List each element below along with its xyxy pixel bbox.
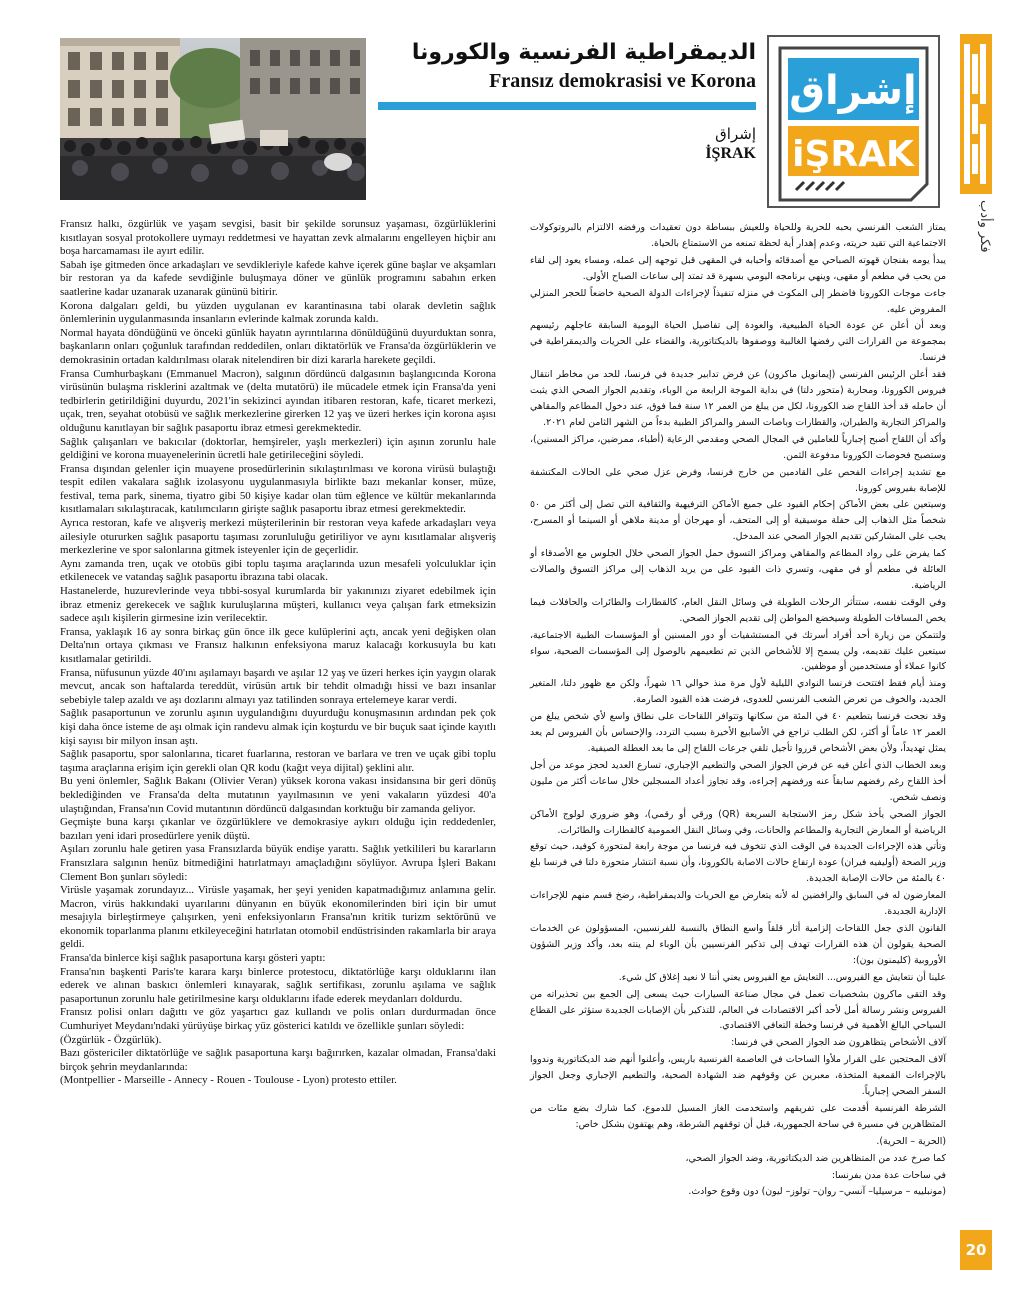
section-side-tab (960, 34, 992, 194)
article-body-turkish (60, 218, 496, 1278)
paragraph-tr: Sağlık çalışanları ve bakıcılar (doktorlar, hemşireler, yaşlı merkezleri) için aşının zorunlu hale geldiğini ve korona muayenelerinin ücretli hale getirileceğini söyledi. (60, 435, 496, 462)
paragraph-tr: Fransa, nüfusunun yüzde 40'ını aşılamayı başardı ve aşılar 12 yaş ve üzeri herkes için yaygın olarak mevcut, ancak son haftalarda tereddüt, virüsün artık bir tehdit olmadığı hissi ve bazı insanlar sebebiyle talep azaldı ve aşı dozlarını almayı yaz tatilinden sonraya ertelemeye karar verdi. (60, 666, 496, 706)
paragraph-ar: آلاف المحتجين على القرار ملأوا الساحات في العاصمة الفرنسية باريس، وأعلنوا أنهم ضد الديكتاتورية وندووا بالإجراءات القمعية المتخذة، معبرين عن وقوفهم ضد الشهادة الصحية، والتطعيم الإجباري وجعل الجواز السفر الصحي إجبارياً. (530, 1054, 946, 1098)
paragraph-ar: كما صرخ عدد من المتظاهرين ضد الديكتاتورية، وضد الجواز الصحي، (685, 1152, 946, 1164)
paragraph-tr: Ayrıca restoran, kafe ve alışveriş merkezi müşterilerinin bir restoran veya kafede arkadaşları veya ailesiyle otururken sağlık pasaportu taşıması zorunluluğu getiriliyor ve aynı kısıtlamalar alışveriş merkezlerine ve spor salonlarına gitmek isteyenler için de geçerlidir. (60, 517, 496, 557)
protest-photo (60, 38, 366, 200)
paragraph-ar: (الحرية – الحرية). (876, 1135, 946, 1147)
paragraph-tr: Fransız halkı, özgürlük ve yaşam sevgisi, basit bir şekilde sorunsuz yaşaması, özgürlüklerini kısıtlayan sosyal protokollere uymayı reddetmesi ve hayattan zevk almalarını engelleyen hiçbir anı boşa harcamaması ile ayırt edilir. (60, 218, 496, 258)
logo-arabic-text: إشراق (789, 68, 917, 114)
paragraph-tr: Sağlık pasaportunun ve zorunlu aşının uygulandığını duyurduğu konuşmasının ardından pek çok kişi daha önce isteme de aşı olmak için randevu almak için koşturdu ve bir buçuk saat içinde kayıtlı kişi sayısı bir milyon insan aştı. (60, 707, 496, 747)
paragraph-ar: فقد أعلن الرئيس الفرنسي (إيمانويل ماكرون) عن فرض تدابير جديدة في فرنسا، للحد من مخاطر انتقال فيروس الكورونا، ومحاربة (متحور دلتا) في بداية الموجة الرابعة من الوباء، وتقديم الجواز الصحي الذي يثبت أن حامله قد أخذ اللقاح ضد الكورونا، لكل من يبلغ من العمر ١٢ سنة فما فوق، عند دخول المطاعم والمقاهي والمراكز التجارية والطيران، والقطارات وباصات السفر والمراكز الطبية بدءاً من الشهر الثامن لعام ٢٠٢١. (530, 369, 946, 428)
paragraph-ar: وتأتي هذه الإجراءات الجديدة في الوقت الذي تتخوف فيه فرنسا من موجة رابعة لمتحورة كوفيد، حيث توقع وزير الصحة (أوليفيه فيران) عودة ارتفاع حالات الاصابة بالكورونا، وأن نسبة انتشار متحورة دلتا في فرنسا بلغ ٤٠ بالمئة من حالات الإصابة الجديدة. (530, 841, 946, 885)
paragraph-tr: (Özgürlük - Özgürlük). (60, 1033, 162, 1046)
paragraph-tr: Aynı zamanda tren, uçak ve otobüs gibi toplu taşıma araçlarında uzun mesafeli yolculuklar için etkilenecek ve vatandaş sağlık pasaportu ibrazına tabi olacak. (60, 557, 496, 584)
israk-logo (766, 34, 941, 209)
paragraph-ar: ومنذ أيام فقط افتتحت فرنسا النوادي الليلية لأول مرة منذ حوالي ١٦ شهراً، ولكن مع ظهور دلتا، المتغير الجديد، والخوف من تعرض الشعب الفرنسي للعدوى، فرضت هذه القيود الصارمة. (530, 678, 946, 706)
article-body-arabic (530, 220, 946, 1282)
paragraph-ar: وقد التقى ماكرون بشخصيات تعمل في مجال صناعة السيارات حيث يسعى إلى الجمع بين تحذيراته من الفيروس ونشر رسالة أمل لأحد أكبر الاقتصادات في العالم، للتذكير بأن الإصابات الجديدة ستؤثر على القطاع السياحي البالغ الأهمية في فرنسا وخطة التعافي الاقتصادي. (530, 988, 946, 1032)
paragraph-tr: Fransa dışından gelenler için muayene prosedürlerinin sıkılaştırılması ve korona virüsü bulaştığı tespit edilen vakalara sağlık izolasyonu uygulanmasıyla birlikte bazı mekanlar konser, müze, festival, tema park, sinema, tiyatro gibi 50 kişiye kadar olan tüm eğlence ve kültür mekanlarında kısıtlamaları sıkılaştıracak, katılımcıların girişte sağlık pasaportu ibraz etmesi gerekmektedir. (60, 462, 496, 516)
paragraph-ar: يبدأ يومه بفنجان قهوته الصباحي مع أصدقائه وأحبابه في المقهى قبل توجهه إلى عمله، ومساء يعود إلى لقاء من يحب في مطعم أو مقهى، وينهي برنامجه اليومي بسهرة قد تمتد إلى ساعات الصباح الأولى. (530, 254, 946, 282)
section-side-label-text: فكر وأدب (977, 200, 992, 253)
paragraph-tr: Fransız polisi onları dağıttı ve göz yaşartıcı gaz kullandı ve polis onları durdurmadan önce Cumhuriyet Meydanı'ndaki yürüyüşe birkaç yüz gösterici katıldı ve özellikle şunları söyledi: (60, 1006, 496, 1033)
paragraph-ar: المعارضون له في السابق والرافضين له لأنه يتعارض مع الحريات والديمقراطية، رضخ قسم منهم للإجراءات الإدارية الجديدة. (530, 890, 946, 918)
paragraph-ar: كما يفرض على رواد المطاعم والمقاهي ومراكز التسوق حمل الجواز الصحي خلال الجلوس مع الأصدقاء أو العائلة في مطعم أو في مقهى، وتسري ذات القيود على من يريد الذهاب إلى مراكز التسوق والصالات الرياضية. (530, 548, 946, 591)
paragraph-tr: Sabah işe gitmeden önce arkadaşları ve sevdikleriyle kafede kahve içerek güne başlar ve akşamları bir restoran ya da kafede sevdiğinle buluşmaya döner ve günlük programını sabahın erken saatlerine kadar uzanarak uzanarak gününü bitirir. (60, 258, 496, 298)
paragraph-ar: الجواز الصحي يأخذ شكل رمز الاستجابة السريعة (QR) ورقي أو رقمي)، وهو ضروري لولوج الأماكن الرياضية أو المعارض التجارية والمطاعم والحانات، وفي وسائل النقل العمومية كالقطارات والطائرات. (530, 808, 946, 836)
paragraph-tr: Virüsle yaşamak zorundayız... Virüsle yaşamak, her şeyi yeniden kapatmadığımız anlamına gelir. Macron, virüs hakkındaki uyarılarını dünyanın en büyük ekonomilerinden biri için bir umut mesajıyla birleştirmeye çalışırken, yeni enfeksiyonların Fransa'nın kritik turizm sektörünü ve ekonomik toparlanma planını etkileyeceğini hatırlatan otomobil endüstrisinden rakamlarla bir araya geldi. (60, 884, 496, 951)
paragraph-tr: Bazı göstericiler diktatörlüğe ve sağlık pasaportuna karşı bağırırken, kazalar olmadan, Fransa'daki birçok şehrin meydanlarında: (60, 1047, 496, 1073)
paragraph-tr: Fransa Cumhurbaşkanı (Emmanuel Macron), salgının dördüncü dalgasının başlangıcında Korona virüsünün bulaşma risklerini azaltmak ve (delta mutatörü) ile mücadele etmek için Fransa'da yeni tedbirlerin getirildiğini duyurdu, 2021'in sekizinci ayından itibaren restoran, kafe, ticaret merkezi, uçak, tren, seyahat otobüsü ve sağlık merkezlerine girerken 12 yaş ve üzeri herkes için korona aşısı olduğunu kanıtlayan bir sağlık pasaportu ibraz etmesi gerekmektedir. (60, 367, 496, 434)
paragraph-tr: Fransa, yaklaşık 16 ay sonra birkaç gün önce ilk gece kulüplerini açtı, ancak yeni değişken olan Delta'nın ortaya çıkması ve Fransız halkının enfeksiyona maruz kalacağı korkusuyla bu katı kısıtlamalar getirildi. (60, 625, 496, 665)
title-divider-bar (378, 102, 756, 110)
paragraph-ar: علينا أن نتعايش مع الفيروس... التعايش مع الفيروس يعني أننا لا نعيد إغلاق كل شيء. (618, 971, 946, 983)
paragraph-tr: Bu yeni önlemler, Sağlık Bakanı (Olivier Veran) yüksek korona vakası insidansına bir geri dönüş beklediğinden ve Fransa'da delta mutatının yayılmasının ve yeni vakaların yüzdesi 40'a ulaştığından, Fransa'nın Covid mutantının dördüncü dalgasından korktuğu bir zamanda geliyor. (60, 775, 496, 815)
paragraph-ar: وأكد أن اللقاح أصبح إجبارياً للعاملين في المجال الصحي ومقدمي الرعاية (أطباء، ممرضين، مراكز المسنين)، وستصبح فحوصات الكورونا مدفوعة الثمن. (530, 433, 946, 461)
paragraph-tr: Normal hayata döndüğünü ve önceki günlük hayatın ayrıntılarına dönüldüğünü duyurduktan sonra, başkanların onları çoğunluk tarafından reddedilen, onları diktatörlük ve Fransa'da özgürlüklerin ve demokrasinin ortadan kaldırılması olarak nitelendiren bir dizi kararla harekete geçildi. (60, 326, 496, 366)
paragraph-ar: وسيتعين على بعض الأماكن إحكام القيود على جميع الأماكن الترفيهية والثقافية التي تصل إلى أكثر من ٥٠ شخصاً مثل الذهاب إلى حفلة موسيقية أو إلى المتحف، أو مهرجان أو مدينة ملاهي أو السينما أو المسرح، يجب على المشاركين تقديم الجواز الصحي عند المدخل. (530, 499, 946, 543)
paragraph-tr: (Montpellier - Marseille - Annecy - Rouen - Toulouse - Lyon) protesto ettiler. (60, 1074, 397, 1087)
paragraph-tr: Geçmişte buna karşı çıkanlar ve özgürlüklere ve demokrasiye aykırı olduğu için reddedenler, bazıları yeni idari prosedürlere yenik düştü. (60, 816, 496, 842)
article-title-arabic: الديمقراطية الفرنسية والكورونا (411, 40, 756, 65)
paragraph-ar: الشرطة الفرنسية أقدمت على تفريقهم واستخدمت الغاز المسيل للدموع، كما شارك بضع مئات من المتظاهرين في مسيرة في ساحة الجمهورية، قبل أن توقفهم الشرطة، وهم يهتفون بشكل خاص: (530, 1102, 946, 1130)
paragraph-tr: Aşıları zorunlu hale getiren yasa Fransızlarda büyük endişe yarattı. Sağlık yetkilileri bu kararların Fransızlara salgının henüz bitmediğini hatırlatmayı amaçladığını söylüyor. Avrupa İşleri Bakanı Clement Bon şunları söyledi: (60, 843, 496, 883)
paragraph-ar: وبعد الخطاب الذي أعلن فيه عن فرض الجواز الصحي والتطعيم الإجباري، تسارع العديد لحجز موعد من أجل أخذ اللقاح رغم رفضهم سابقاً عنه ورفضهم إجراءه، وقد تجاوز أعداد المسجلين خلال ساعات أكثر من مليون ونصف شخص. (530, 759, 946, 803)
section-side-label (965, 196, 992, 291)
paragraph-ar: جاءت موجات الكورونا فاضطر إلى المكوث في منزله تنفيذاً لإجراءات الدولة الصحية خاضعاً للحجر المنزلي المفروض عليه. (530, 287, 946, 315)
logo-latin-text: iŞRAK (792, 134, 914, 175)
protest-scene-image (60, 38, 366, 200)
paragraph-ar: (مونبلييه – مرسيليا– آنسي– روان– تولوز– ليون) دون وقوع حوادث. (688, 1186, 946, 1198)
paragraph-tr: Fransa'da binlerce kişi sağlık pasaportuna karşı gösteri yaptı: (60, 952, 326, 965)
paragraph-ar: في ساحات عدة مدن بفرنسا: (831, 1169, 946, 1181)
paragraph-ar: وبعد أن أعلن عن عودة الحياة الطبيعية، والعودة إلى تفاصيل الحياة اليومية السابقة عاجلهم رئيسهم بمجموعة من القرارات التي رفضها الغالبية ووصفوها بالديكتاتورية، والقضاء على الحريات والديمقراطية في فرنسا. (530, 320, 946, 364)
paragraph-tr: Fransa'nın başkenti Paris'te karara karşı binlerce protestocu, diktatörlüğe karşı olduklarını ilan ederek ve alınan baskıcı önlemleri kınayarak, sağlık sertifikası, zorunlu aşılama ve sağlık pasaportunun zorunlu hale getirilmesine karşı olduklarını ifade ederek meydanları doldurdu. (60, 965, 496, 1005)
israk-logo-mark (766, 34, 941, 209)
paragraph-tr: Korona dalgaları geldi, bu yüzden uygulanan ev karantinasına tabi olarak devletin sağlık önlemlerinin uygulanmasında insanların evlerinde kalmak zorunda kaldı. (60, 299, 496, 326)
paragraph-ar: القانون الذي جعل اللقاحات إلزامية أثار قلقاً واسع النطاق بالنسبة للفرنسيين، المسؤولون عن الخدمات الصحية يقولون أن هذه القرارات تهدف إلى تذكير الفرنسيين بأن الوباء لم ينته بعد، وأكد وزير الشؤون الأوروبية (كليمنون بون): (530, 922, 946, 966)
paragraph-ar: مع تشديد إجراءات الفحص على القادمين من خارج فرنسا، وفرض عزل صحي على الحالات المكتشفة للإصابة بفيروس كورونا. (530, 466, 946, 494)
paragraph-tr: Sağlık pasaportu, spor salonlarına, ticaret fuarlarına, restoran ve barlara ve tren ve uçak gibi toplu taşıma araçlarına erişim için gerekli olan QR kodu (kağıt veya dijital) şeklini alır. (60, 748, 496, 774)
author-name-arabic: إشراق (715, 125, 756, 143)
paragraph-ar: آلاف الأشخاص يتظاهرون ضد الجواز الصحي في فرنسا: (731, 1037, 946, 1049)
article-header (378, 38, 756, 198)
paragraph-ar: وقد نجحت فرنسا بتطعيم ٤٠ في المئة من سكانها وتتوافر اللقاحات على نطاق واسع لأي شخص يبلغ من العمر ١٢ عاماً أو أكثر، لكن الطلب تراجع في الأسابيع الأخيرة بسبب التردد، والإحساس بأن الفيروس لم يعد يمثل تهديداً، ولأن بعض الأشخاص قرروا تأجيل تلقي جرعات اللقاح إلى ما بعد العطلة الصيفية. (530, 711, 947, 754)
article-title-turkish: Fransız demokrasisi ve Korona (489, 70, 756, 92)
paragraph-ar: يمتاز الشعب الفرنسي بحبه للحرية وللحياة وللعيش ببساطة دون تعقيدات ورفضه الالتزام بالبروتوكولات الاجتماعية التي تقيد حريته، وعدم إهدار أية لحظة تمنعه من الاستمتاع بالحياة. (530, 222, 946, 249)
paragraph-ar: ولتتمكن من زيارة أحد أفراد أسرتك في المستشفيات أو دور المسنين أو المؤسسات الطبية الاجتماعية، سيتعين عليك تقديمه، ولن يسمح إلا للأشخاص الذين تم تطعيمهم بالوصول إلى المؤسسات الصحية، سواء كانوا عملاء أو مستخدمين أو موظفين. (530, 629, 946, 673)
author-name-turkish: İŞRAK (705, 145, 756, 162)
section-tab-pattern (960, 34, 992, 194)
page-number: 20 (960, 1230, 992, 1270)
paragraph-tr: Hastanelerde, huzurevlerinde veya tıbbi-sosyal kurumlarda bir yakınınızı ziyaret edebilmek için ibraz etmeniz gerekecek ve sağlık kuruluşlarına müşteri, kullanıcı veya çalışan fark etmeksizin sadece aşılı kişilerin girmesine izin verilecektir. (60, 585, 496, 625)
paragraph-ar: وفي الوقت نفسه، ستتأثر الرحلات الطويلة في وسائل النقل العام، كالقطارات والطائرات والحافلات فيما يخص المسافات الطويلة وسيخضع المواطن إلى تقديم الجواز الصحي. (530, 596, 946, 624)
section-side-label-vertical (965, 196, 992, 291)
